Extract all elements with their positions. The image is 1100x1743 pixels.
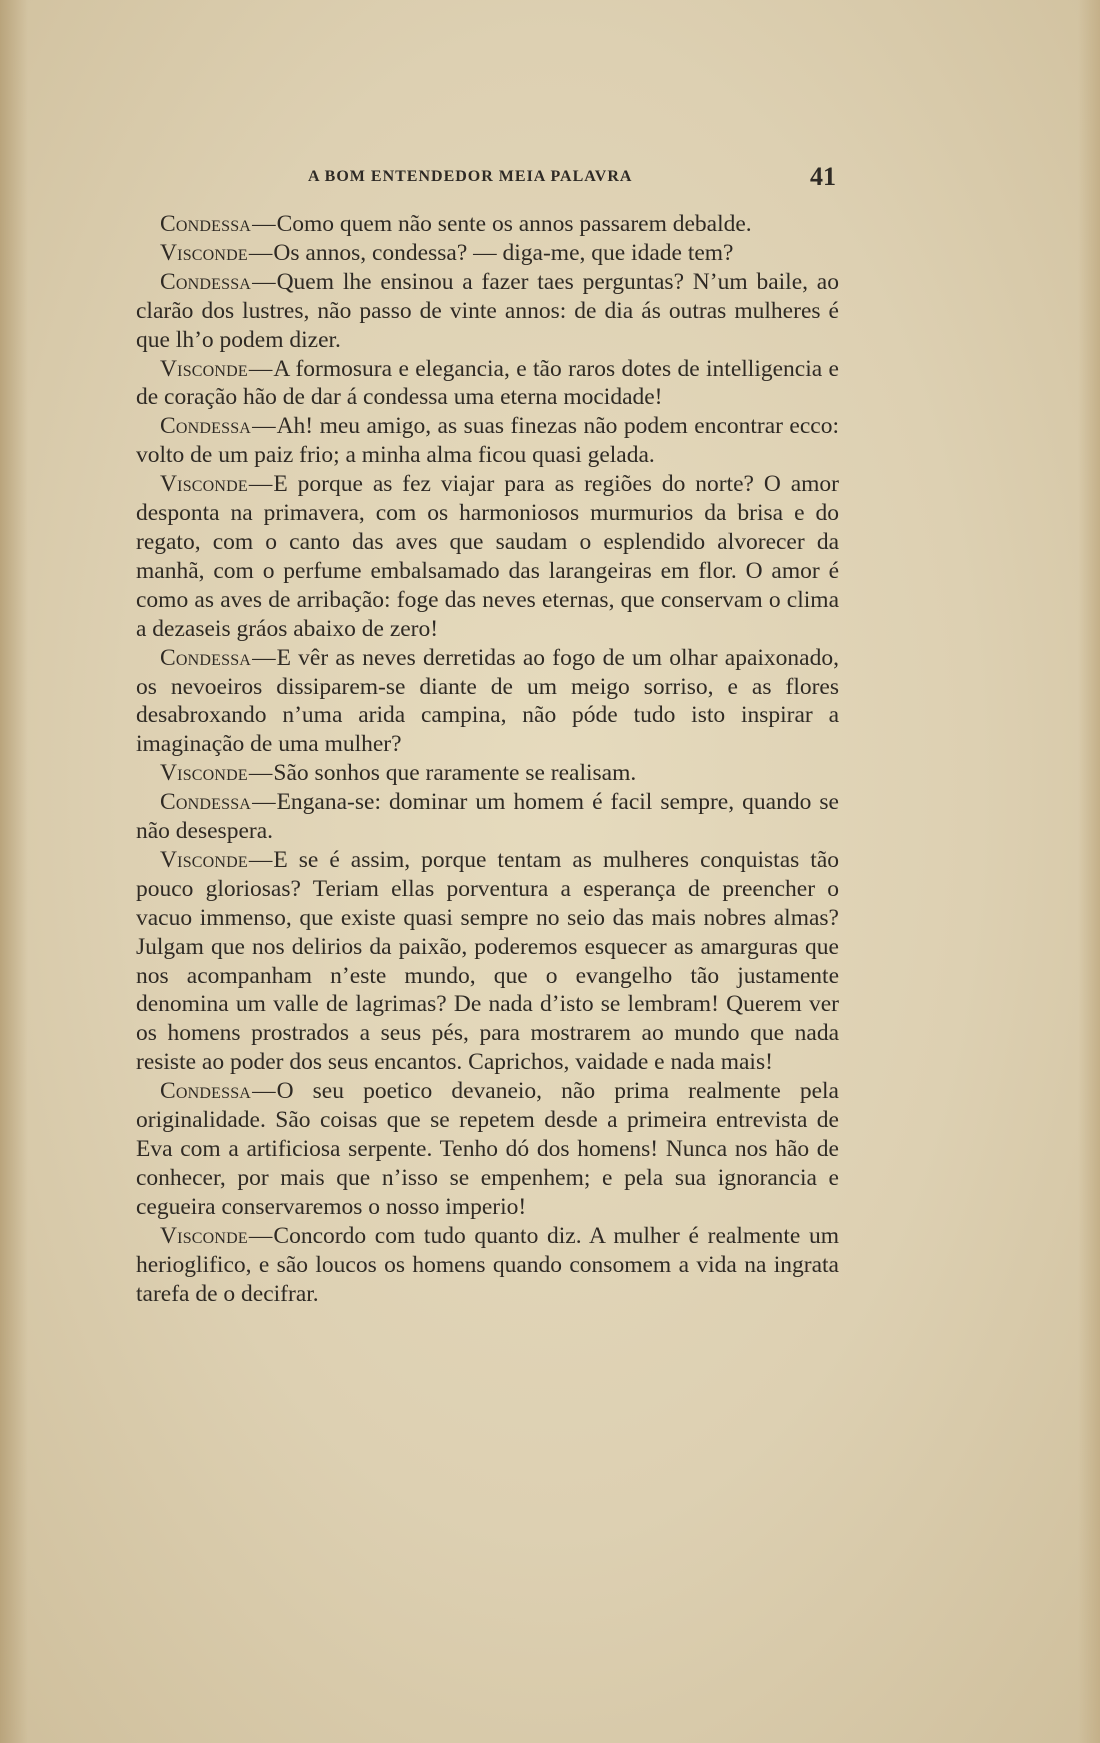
dash-separator: — [248,1222,273,1249]
page-number: 41 [810,162,836,191]
speaker-name: Condessa [160,789,252,816]
dialogue-paragraph [136,268,839,355]
speech-text: Quem lhe ensinou a fazer taes perguntas? N’um baile, ao clarão dos lustres, não passo de vinte annos: de dia ás outras mulheres é que lh’o podem dizer. [136,268,839,353]
speaker-name: Condessa [160,644,252,671]
running-title: A BOM ENTENDEDOR MEIA PALAVRA [308,168,633,185]
speech-text: São sonhos que raramente se realisam. [273,760,637,787]
speech-text: E vêr as neves derretidas ao fogo de um olhar apaixonado, os nevoeiros dissiparem-se diante de um meigo sorriso, e as flores desabroxando n’uma arida campina, não póde tudo isto inspirar a imaginação de uma mulher? [136,644,839,758]
speech-text: E porque as fez viajar para as regiões do norte? O amor desponta na primavera, com os harmoniosos murmurios da brisa e do regato, com o canto das aves que saudam o esplendido alvorecer da manhã, com o perfume embalsamado das larangeiras em flor. O amor é como as aves de arribação: foge das neves eternas, que conservam o clima a dezaseis gráos abaixo de zero! [136,471,839,642]
speaker-name: Condessa [160,268,252,295]
dash-separator: — [252,1078,276,1105]
dash-separator: — [248,471,273,498]
dialogue-paragraph [136,1077,839,1222]
speaker-name: Condessa [160,413,252,440]
dialogue-paragraph [136,846,839,1077]
speech-text: A formosura e elegancia, e tão raros dotes de intelligencia e de coração hão de dar á condessa uma eterna mocidade! [136,355,839,411]
dialogue-body [136,210,839,1308]
dialogue-paragraph [136,239,839,268]
speaker-name: Visconde [160,355,248,382]
dash-separator: — [248,355,273,382]
speaker-name: Visconde [160,846,248,873]
dialogue-paragraph [136,788,839,846]
dash-separator: — [252,211,276,237]
speaker-name: Visconde [160,239,248,266]
dash-separator: — [248,846,273,873]
speech-text: E se é assim, porque tentam as mulheres conquistas tão pouco gloriosas? Teriam ellas porventura a esperança de preencher o vacuo immenso, que existe quasi sempre no seio das mais nobres almas? Julgam que nos delirios da paixão, poderemos esquecer as amarguras que nos acompanham n’este mundo, que o evangelho tão justamente denomina um valle de lagrimas? De nada d’isto se lembram! Querem ver os homens prostrados a seus pés, para mostrarem ao mundo que nada resiste ao poder dos seus encantos. Caprichos, vaidade e nada mais! [136,846,839,1076]
dialogue-paragraph [136,1222,839,1309]
dialogue-paragraph [136,759,839,788]
speech-text: Ah! meu amigo, as suas finezas não podem encontrar ecco: volto de um paiz frio; a minha alma ficou quasi gelada. [136,413,839,469]
speech-text: Engana-se: dominar um homem é facil sempre, quando se não desespera. [136,789,839,845]
speech-text: O seu poetico devaneio, não prima realmente pela originalidade. São coisas que se repetem desde a primeira entrevista de Eva com a artificiosa serpente. Tenho dó dos homens! Nunca nos hão de conhecer, por mais que n’isso se empenhem; e pela sua ignorancia e cegueira conservaremos o nosso imperio! [136,1078,839,1220]
dash-separator: — [252,644,276,671]
dash-separator: — [248,760,273,787]
dialogue-paragraph [136,644,839,760]
dash-separator: — [252,268,276,295]
speech-text: Como quem não sente os annos passarem debalde. [276,211,752,237]
dash-separator: — [248,239,273,266]
dialogue-paragraph [136,412,839,470]
dialogue-paragraph [136,470,839,643]
speaker-name: Visconde [160,760,248,787]
speaker-name: Visconde [160,1222,248,1249]
speaker-name: Condessa [160,1078,252,1105]
speaker-name: Visconde [160,471,248,498]
dash-separator: — [252,413,276,440]
dash-separator: — [252,789,276,816]
speech-text: Os annos, condessa? — diga-me, que idade tem? [273,239,734,266]
speaker-name: Condessa [160,211,252,237]
speech-text: Concordo com tudo quanto diz. A mulher é realmente um herioglifico, e são loucos os homens quando consomem a vida na ingrata tarefa de o decifrar. [136,1222,839,1307]
page-header [136,162,836,192]
dialogue-paragraph [136,355,839,413]
dialogue-paragraph [136,210,839,239]
